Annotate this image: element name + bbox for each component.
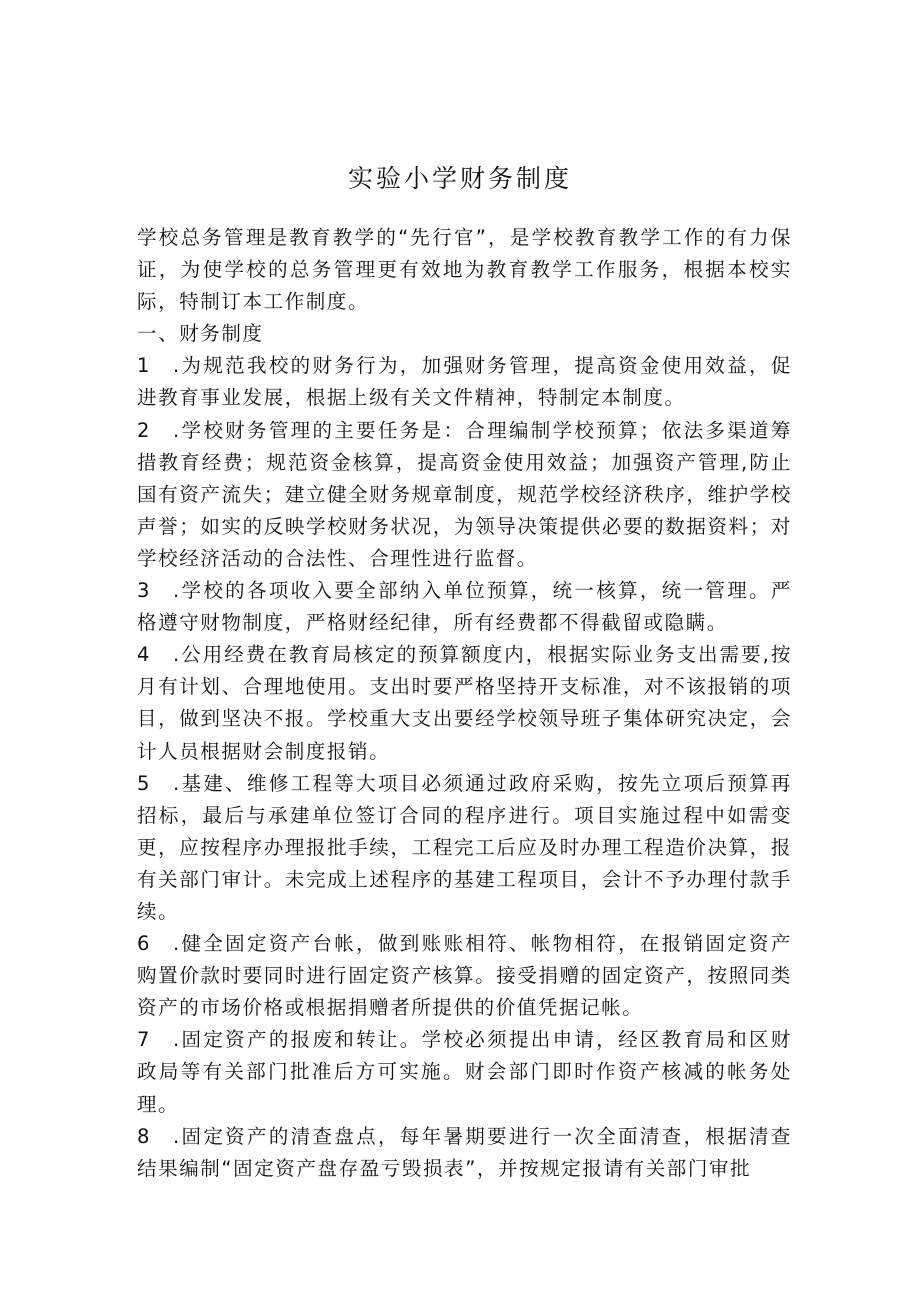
item-number: 6 <box>137 932 150 956</box>
item-number: 4 <box>137 643 150 667</box>
list-item <box>137 768 792 928</box>
item-text: .基建、维修工程等大项目必须通过政府采购，按先立项后预算再招标，最后与承建单位签订合同的程序进行。项目实施过程中如需变更，应按程序办理报批手续，工程完工后应及时办理工程造价决算，报有关部门审计。未完成上述程序的基建工程项目，会计不予办理付款手续。 <box>137 771 792 923</box>
item-text: .学校财务管理的主要任务是：合理编制学校预算；依法多渠道筹措教育经费；规范资金核算，提高资金使用效益；加强资产管理,防止国有资产流失；建立健全财务规章制度，规范学校经济秩序，维护学校声誉；如实的反映学校财务状况，为领导决策提供必要的数据资料；对学校经济活动的合法性、合理性进行监督。 <box>137 418 792 570</box>
item-number: 1 <box>137 354 150 378</box>
item-text: .公用经费在教育局核定的预算额度内，根据实际业务支出需要,按月有计划、合理地使用。支出时要严格坚持开支标准，对不该报销的项目，做到坚决不报。学校重大支出要经学校领导班子集体研究决定，会计人员根据财会制度报销。 <box>137 643 792 763</box>
list-item <box>137 1024 792 1120</box>
item-number: 3 <box>137 579 150 603</box>
item-text: .学校的各项收入要全部纳入单位预算，统一核算，统一管理。严格遵守财物制度，严格财经纪律，所有经费都不得截留或隐瞒。 <box>137 579 792 635</box>
section-heading: 一、财务制度 <box>137 322 264 346</box>
list-item <box>137 928 792 1024</box>
item-text: .固定资产的清查盘点，每年暑期要进行一次全面清查，根据清查结果编制“固定资产盘存盈亏毁损表”，并按规定报请有关部门审批 <box>137 1124 792 1180</box>
list-item <box>137 415 792 575</box>
item-text: .固定资产的报废和转让。学校必须提出申请，经区教育局和区财政局等有关部门批准后方可实施。财会部门即时作资产核减的帐务处理。 <box>137 1028 792 1116</box>
item-number: 8 <box>137 1124 150 1148</box>
document-title: 实验小学财务制度 <box>347 164 572 193</box>
item-number: 5 <box>137 771 150 795</box>
item-number: 7 <box>137 1028 150 1052</box>
list-item <box>137 1121 792 1185</box>
intro-paragraph: 学校总务管理是教育教学的“先行官”，是学校教育教学工作的有力保证，为使学校的总务管理更有效地为教育教学工作服务，根据本校实际，特制订本工作制度。 <box>137 226 792 314</box>
list-item <box>137 350 792 414</box>
item-text: .健全固定资产台帐，做到账账相符、帐物相符，在报销固定资产购置价款时要同时进行固定资产核算。接受捐赠的固定资产，按照同类资产的市场价格或根据捐赠者所提供的价值凭据记帐。 <box>137 932 792 1020</box>
list-item <box>137 639 792 767</box>
item-number: 2 <box>137 418 150 442</box>
document-body <box>137 222 792 1185</box>
item-text: .为规范我校的财务行为，加强财务管理，提高资金使用效益，促进教育事业发展，根据上级有关文件精神，特制定本制度。 <box>137 354 792 410</box>
list-item <box>137 575 792 639</box>
